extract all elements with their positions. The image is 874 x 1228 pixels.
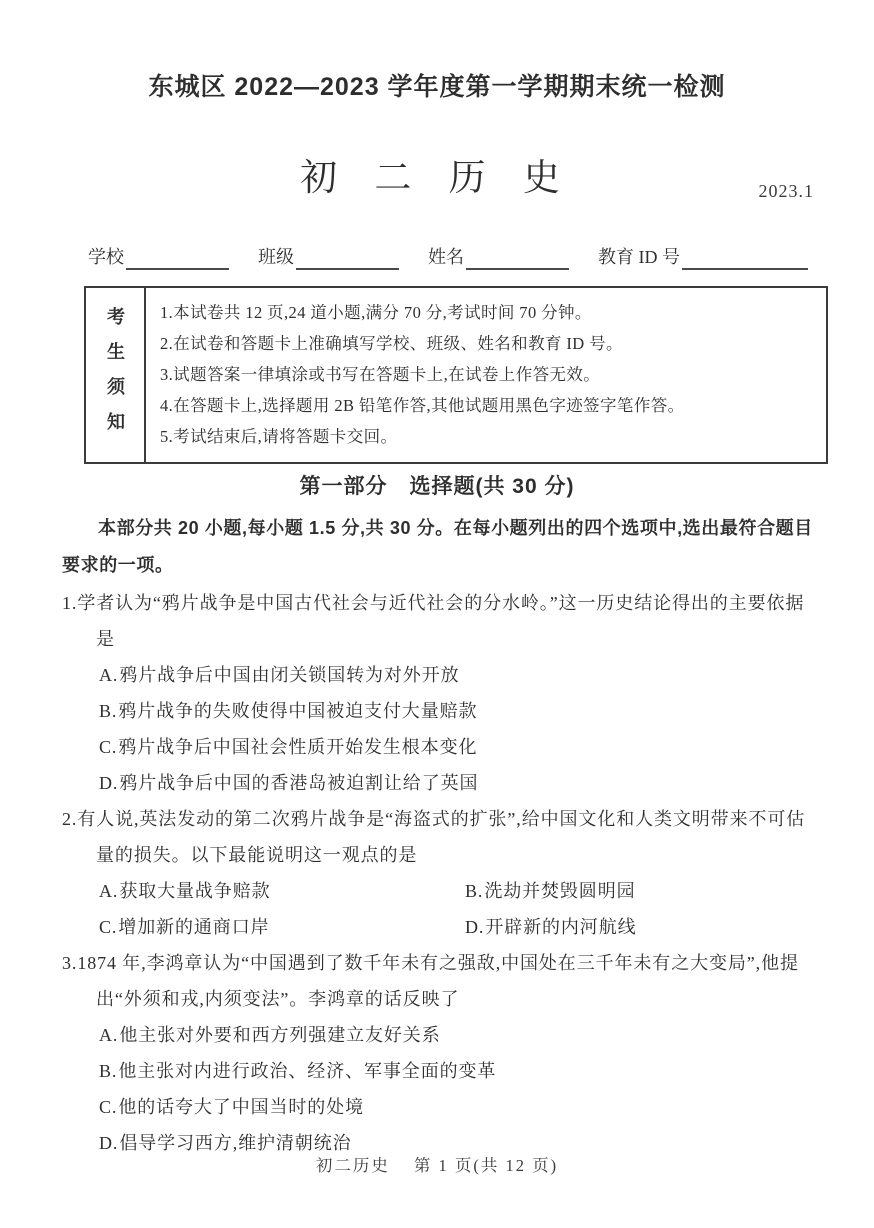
option-label: B. [99, 701, 118, 721]
class-field [258, 244, 399, 270]
option-text: 获取大量战争赔款 [119, 881, 271, 901]
footer-page-number: 第 1 页(共 12 页) [413, 1156, 559, 1175]
question-number: 1. [62, 593, 78, 613]
option-a [62, 1017, 816, 1053]
question-stem [62, 801, 816, 873]
page-footer [0, 1152, 874, 1176]
options-row-cd [62, 909, 816, 945]
notice-item: 1.本试卷共 12 页,24 道小题,满分 70 分,考试时间 70 分钟。 [160, 303, 592, 322]
question-number: 3. [62, 953, 78, 973]
education-id-fill-in-line [682, 246, 808, 270]
subject-title-row [0, 154, 874, 204]
footer-subject: 初二历史 [315, 1156, 390, 1175]
option-c [62, 729, 816, 765]
option-b [62, 693, 816, 729]
question-stem [62, 585, 816, 657]
option-text: 他的话夸大了中国当时的处境 [118, 1097, 365, 1117]
option-text: 倡导学习西方,维护清朝统治 [119, 1133, 352, 1153]
question-stem [62, 945, 816, 1017]
option-label: C. [99, 917, 118, 937]
exam-date: 2023.1 [758, 181, 814, 201]
school-field [88, 244, 229, 270]
candidate-notice-box [84, 286, 828, 464]
exam-session-title: 东城区 2022—2023 学年度第一学期期末统一检测 [148, 73, 726, 101]
option-text: 他主张对内进行政治、经济、军事全面的变革 [118, 1061, 497, 1081]
option-a [99, 873, 465, 909]
option-label: C. [99, 737, 118, 757]
notice-side-label: 考生须知 [105, 307, 125, 447]
notice-body [146, 288, 826, 462]
option-label: D. [99, 1133, 119, 1153]
option-c [99, 909, 465, 945]
education-id-label: 教育 ID 号 [598, 247, 680, 267]
question-3 [62, 945, 816, 1161]
exam-subject-title: 初 二 历 史 [300, 158, 574, 199]
question-stem-text: 1874 年,李鸿章认为“中国遇到了数千年未有之强敌,中国处在三千年未有之大变局”,他提出“外须和戎,内须变法”。李鸿章的话反映了 [77, 953, 799, 1009]
option-label: A. [99, 665, 119, 685]
notice-side-column [86, 288, 146, 462]
option-b [62, 1053, 816, 1089]
option-text: 鸦片战争后中国的香港岛被迫割让给了英国 [119, 773, 479, 793]
class-label: 班级 [258, 247, 294, 267]
option-text: 增加新的通商口岸 [118, 917, 270, 937]
class-fill-in-line [296, 246, 399, 270]
option-text: 开辟新的内河航线 [485, 917, 637, 937]
student-info-row [88, 244, 816, 270]
option-a [62, 657, 816, 693]
option-label: D. [99, 773, 119, 793]
option-label: C. [99, 1097, 118, 1117]
question-2 [62, 801, 816, 945]
option-label: D. [465, 917, 485, 937]
section-one-heading: 第一部分 选择题(共 30 分) [299, 475, 575, 498]
question-number: 2. [62, 809, 78, 829]
option-d [62, 765, 816, 801]
section-one-instructions: 本部分共 20 小题,每小题 1.5 分,共 30 分。在每小题列出的四个选项中,选出最符合题目要求的一项。 [62, 518, 813, 575]
notice-item: 2.在试卷和答题卡上准确填写学校、班级、姓名和教育 ID 号。 [160, 334, 623, 353]
question-stem-text: 有人说,英法发动的第二次鸦片战争是“海盗式的扩张”,给中国文化和人类文明带来不可估量的损失。以下最能说明这一观点的是 [77, 809, 806, 865]
education-id-field [598, 244, 808, 270]
notice-item: 4.在答题卡上,选择题用 2B 铅笔作答,其他试题用黑色字迹签字笔作答。 [160, 396, 685, 415]
option-text: 鸦片战争的失败使得中国被迫支付大量赔款 [118, 701, 478, 721]
question-list [62, 585, 816, 1161]
options-row-ab [62, 873, 816, 909]
option-text: 鸦片战争后中国由闭关锁国转为对外开放 [119, 665, 460, 685]
option-label: B. [465, 881, 484, 901]
option-c [62, 1089, 816, 1125]
option-d [465, 909, 816, 945]
name-fill-in-line [466, 246, 569, 270]
option-text: 鸦片战争后中国社会性质开始发生根本变化 [118, 737, 478, 757]
notice-item: 5.考试结束后,请将答题卡交回。 [160, 427, 398, 446]
question-stem-text: 学者认为“鸦片战争是中国古代社会与近代社会的分水岭。”这一历史结论得出的主要依据是 [77, 593, 805, 649]
question-1 [62, 585, 816, 801]
name-field [428, 244, 569, 270]
school-fill-in-line [126, 246, 229, 270]
notice-item: 3.试题答案一律填涂或书写在答题卡上,在试卷上作答无效。 [160, 365, 601, 384]
school-label: 学校 [88, 247, 124, 267]
option-label: A. [99, 1025, 119, 1045]
option-text: 洗劫并焚毁圆明园 [484, 881, 636, 901]
option-label: B. [99, 1061, 118, 1081]
name-label: 姓名 [428, 247, 464, 267]
option-text: 他主张对外要和西方列强建立友好关系 [119, 1025, 441, 1045]
option-label: A. [99, 881, 119, 901]
option-b [465, 873, 816, 909]
